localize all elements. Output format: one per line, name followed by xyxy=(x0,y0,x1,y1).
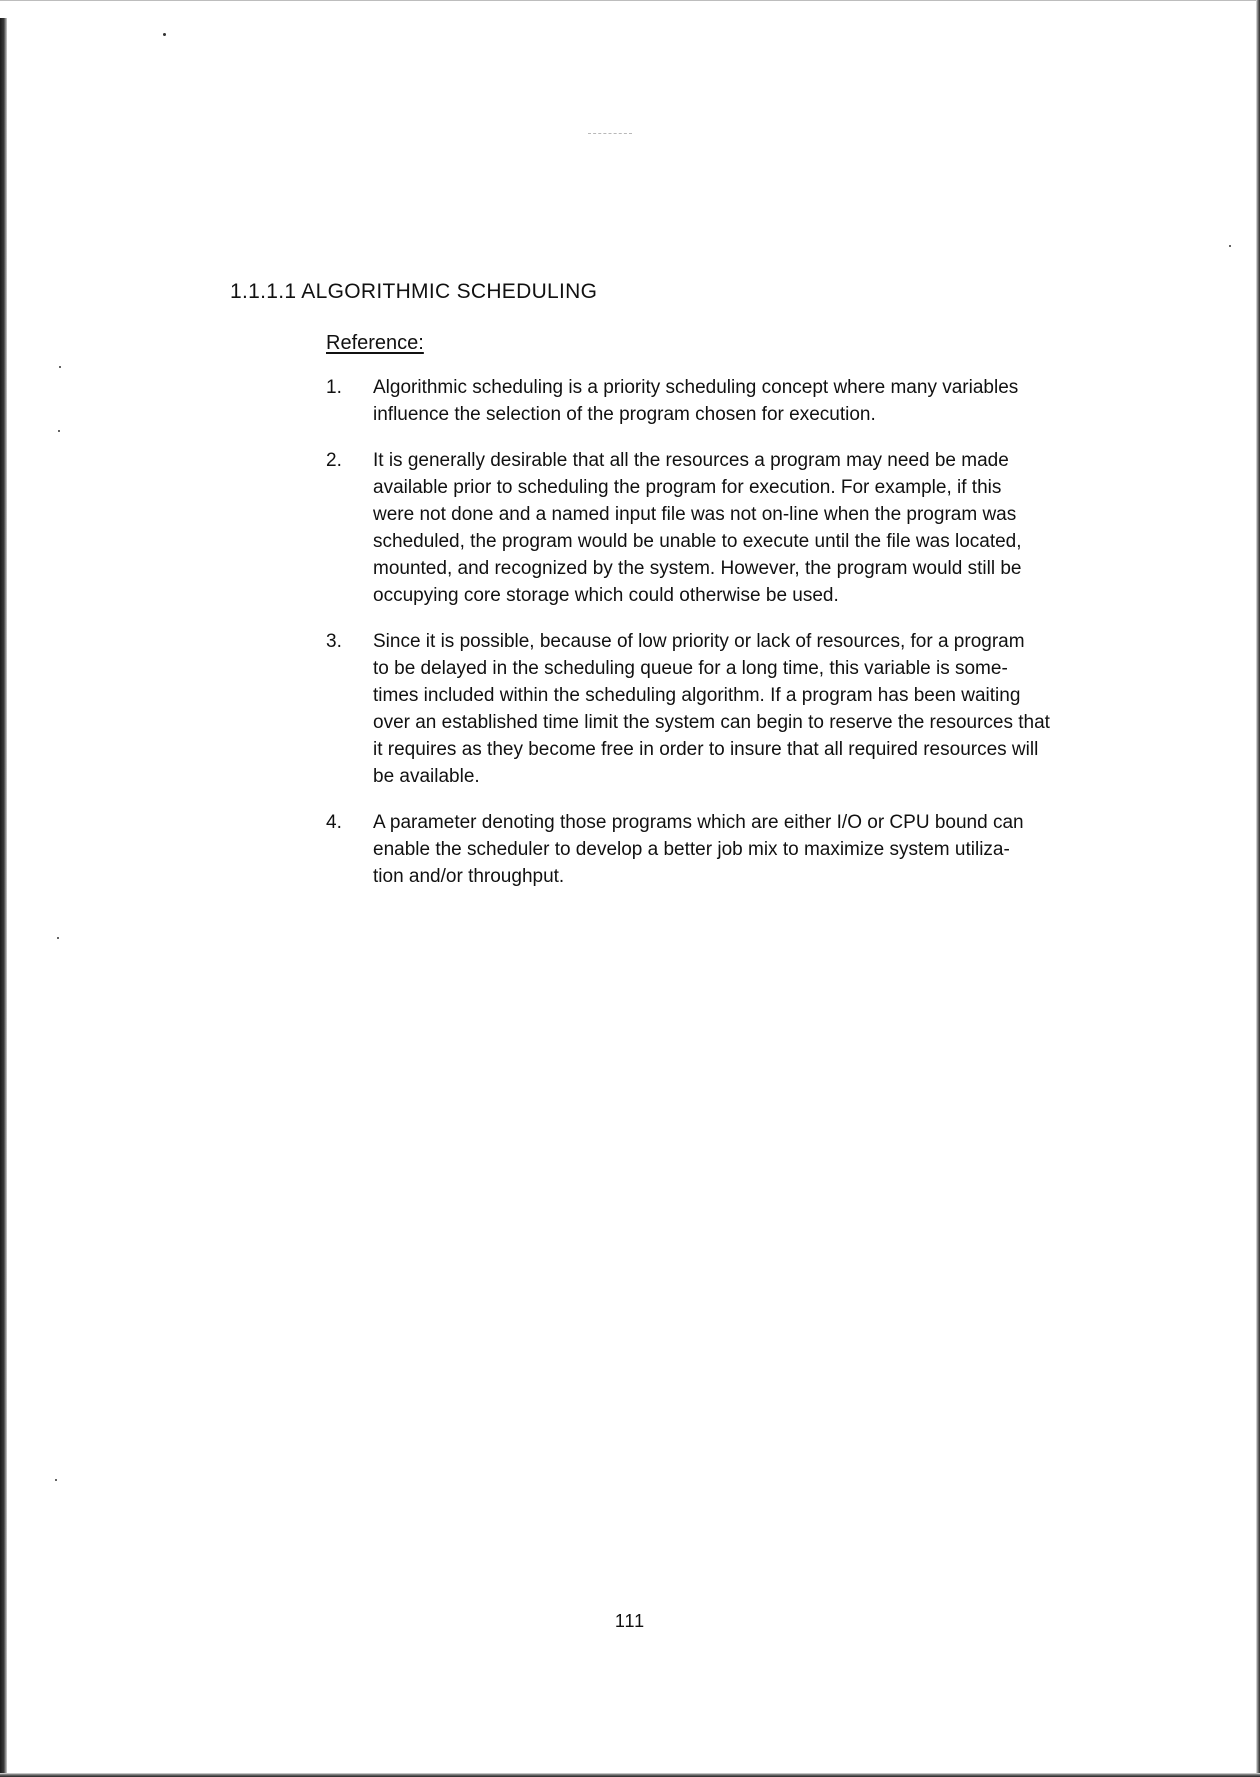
item-text-line: Algorithmic scheduling is a priority scheduling concept where many variables xyxy=(373,377,1019,398)
item-text-line: Since it is possible, because of low priority or lack of resources, for a program xyxy=(373,631,1025,652)
item-text-line: enable the scheduler to develop a better job mix to maximize system utiliza- xyxy=(373,839,1010,860)
scan-speck xyxy=(59,366,61,368)
scan-edge-bottom xyxy=(0,1773,1260,1777)
item-text-line: available prior to scheduling the program for execution. For example, if this xyxy=(373,477,1002,498)
list-item xyxy=(326,447,1146,609)
scan-edge-right xyxy=(1256,0,1260,1777)
item-text-line: it requires as they become free in order to insure that all required resources will xyxy=(373,739,1039,760)
item-text-line: be available. xyxy=(373,766,480,787)
item-text-line: mounted, and recognized by the system. However, the program would still be xyxy=(373,558,1022,579)
reference-list xyxy=(326,374,1146,909)
item-number: 2. xyxy=(326,450,342,471)
item-number: 3. xyxy=(326,631,342,652)
item-text-line: were not done and a named input file was not on-line when the program was xyxy=(373,504,1017,525)
list-item xyxy=(326,374,1146,428)
item-number: 4. xyxy=(326,812,342,833)
list-item xyxy=(326,809,1146,890)
scan-edge-left xyxy=(0,18,7,1773)
page-number: 111 xyxy=(614,1611,646,1631)
item-text-line: scheduled, the program would be unable to execute until the file was located, xyxy=(373,531,1022,552)
item-text-line: occupying core storage which could otherwise be used. xyxy=(373,585,839,606)
scan-speck xyxy=(1229,245,1231,247)
scan-speck xyxy=(58,430,60,432)
section-heading: 1.1.1.1 ALGORITHMIC SCHEDULING xyxy=(230,280,598,303)
item-text-line: A parameter denoting those programs which are either I/O or CPU bound can xyxy=(373,812,1024,833)
scan-edge-top xyxy=(0,0,1260,1)
scan-speck xyxy=(57,937,59,939)
scan-speck xyxy=(163,33,166,36)
item-text-line: times included within the scheduling algorithm. If a program has been waiting xyxy=(373,685,1021,706)
scan-artifact xyxy=(588,133,632,135)
item-text-line: influence the selection of the program chosen for execution. xyxy=(373,404,876,425)
item-number: 1. xyxy=(326,377,342,398)
item-text-line: over an established time limit the system can begin to reserve the resources that xyxy=(373,712,1050,733)
scan-speck xyxy=(55,1479,57,1481)
item-text-line: to be delayed in the scheduling queue for a long time, this variable is some- xyxy=(373,658,1008,679)
list-item xyxy=(326,628,1146,790)
item-text-line: tion and/or throughput. xyxy=(373,866,565,887)
item-text-line: It is generally desirable that all the resources a program may need be made xyxy=(373,450,1009,471)
reference-label: Reference: xyxy=(326,332,424,354)
